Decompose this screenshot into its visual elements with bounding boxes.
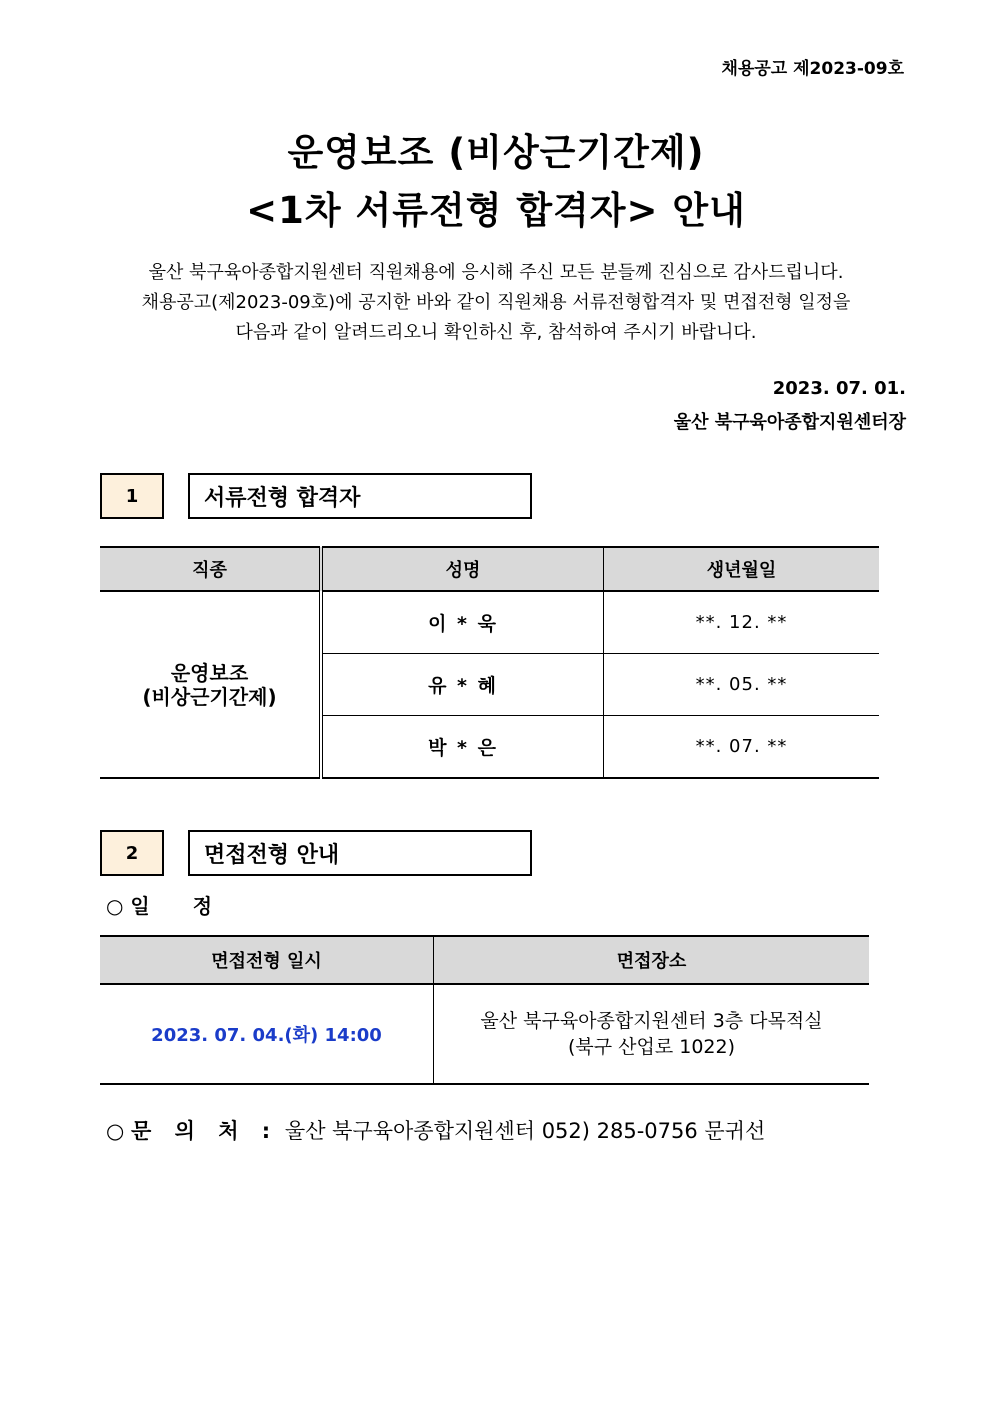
col-header-birth: 생년월일 bbox=[604, 547, 880, 591]
interview-place bbox=[434, 984, 870, 1084]
job-title: 운영보조 bbox=[170, 660, 249, 685]
interview-datetime: 2023. 07. 04.(화) 14:00 bbox=[100, 984, 434, 1084]
col-header-name: 성명 bbox=[321, 547, 604, 591]
col-header-job: 직종 bbox=[100, 547, 321, 591]
issuer-org: 울산 북구육아종합지원센터장 bbox=[673, 412, 906, 433]
place-name: 울산 북구육아종합지원센터 3층 다목적실 bbox=[480, 1010, 823, 1032]
intro-paragraph bbox=[60, 258, 932, 348]
contact-info bbox=[106, 1115, 765, 1145]
intro-line: 다음과 같이 알려드리오니 확인하신 후, 참석하여 주시기 바랍니다. bbox=[235, 322, 757, 343]
col-header-place: 면접장소 bbox=[434, 936, 870, 984]
passers-table bbox=[100, 546, 879, 779]
issue-date: 2023. 07. 01. bbox=[772, 378, 906, 399]
table-header-row bbox=[100, 547, 879, 591]
passer-name: 유 * 혜 bbox=[321, 654, 604, 716]
passer-birth: **. 05. ** bbox=[604, 654, 880, 716]
page-title: 운영보조 (비상근기간제) bbox=[287, 131, 705, 174]
circle-bullet-icon: ○ bbox=[106, 894, 124, 918]
schedule-label-text: 일 정 bbox=[130, 894, 231, 918]
job-cell bbox=[100, 591, 321, 778]
circle-bullet-icon: ○ bbox=[106, 1119, 125, 1143]
page-subtitle: <1차 서류전형 합격자> 안내 bbox=[246, 189, 746, 232]
col-header-datetime: 면접전형 일시 bbox=[100, 936, 434, 984]
place-address: (북구 산업로 1022) bbox=[567, 1036, 736, 1058]
section-number-2: 2 bbox=[100, 830, 164, 876]
passer-name: 이 * 욱 bbox=[321, 591, 604, 654]
table-header-row bbox=[100, 936, 869, 984]
passer-birth: **. 12. ** bbox=[604, 591, 880, 654]
table-row bbox=[100, 591, 879, 654]
passer-name: 박 * 은 bbox=[321, 716, 604, 779]
passer-birth: **. 07. ** bbox=[604, 716, 880, 779]
intro-line: 울산 북구육아종합지원센터 직원채용에 응시해 주신 모든 분들께 진심으로 감사드립니다. bbox=[148, 262, 844, 283]
job-type: (비상근기간제) bbox=[142, 684, 277, 709]
intro-line: 채용공고(제2023-09호)에 공지한 바와 같이 직원채용 서류전형합격자 및 면접전형 일정을 bbox=[141, 292, 851, 313]
table-row bbox=[100, 984, 869, 1084]
section-title-2: 면접전형 안내 bbox=[188, 830, 532, 876]
section-number-1: 1 bbox=[100, 473, 164, 519]
doc-reference: 채용공고 제2023-09호 bbox=[721, 59, 904, 79]
schedule-label bbox=[106, 890, 230, 919]
contact-label: 문 의 처 : bbox=[131, 1119, 279, 1143]
section-title-1: 서류전형 합격자 bbox=[188, 473, 532, 519]
interview-table bbox=[100, 935, 869, 1085]
contact-text: 울산 북구육아종합지원센터 052) 285-0756 문귀선 bbox=[284, 1119, 766, 1143]
